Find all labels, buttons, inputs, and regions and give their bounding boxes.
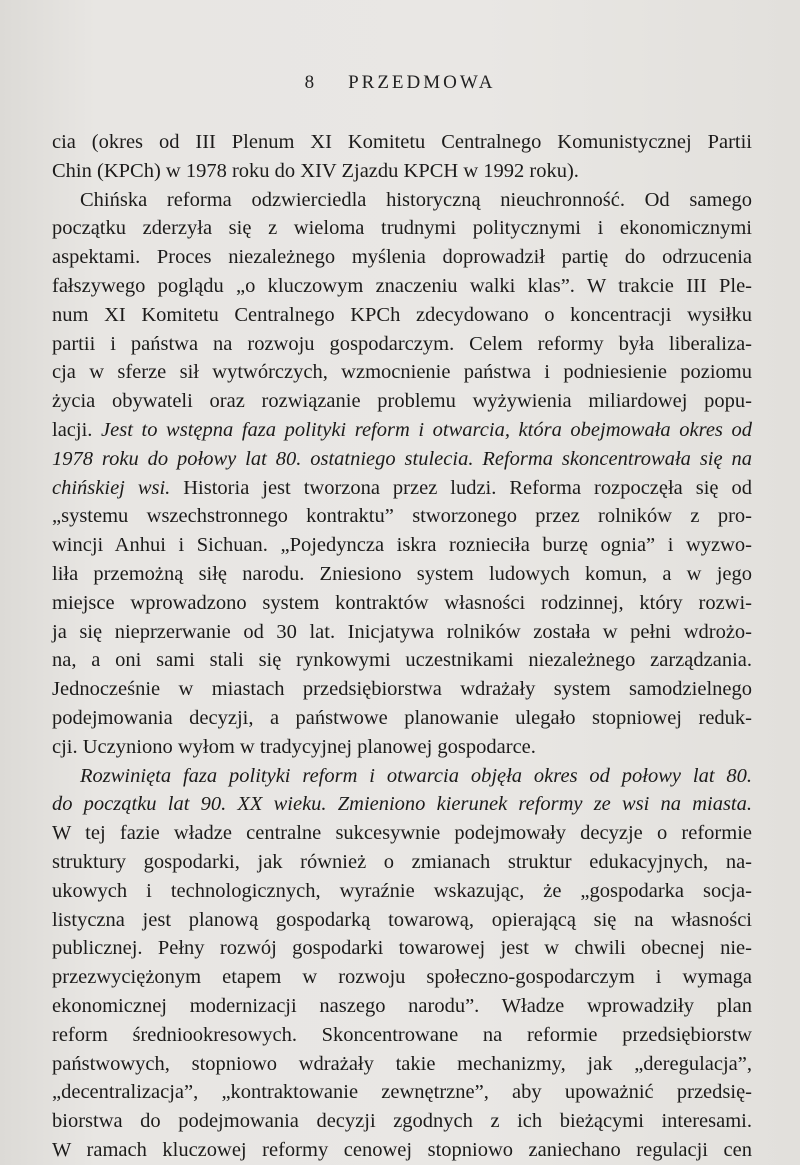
text-line: przezwyciężonym etapem w rozwoju społeczno-gospodarczym i wymaga (52, 966, 752, 989)
text-line: publicznej. Pełny rozwój gospodarki towarowej jest w chwili obecnej nie- (52, 937, 752, 960)
text-line: ukowych i technologicznych, wyraźnie wskazując, że „gospodarka socja- (52, 879, 752, 902)
text-line: aspektami. Proces niezależnego myślenia doprowadził partię do odrzucenia (52, 246, 752, 269)
text-line: Chińska reforma odzwierciedla historyczną nieuchronność. Od samego (80, 188, 752, 211)
body-text (52, 128, 752, 1165)
text-line: „systemu wszechstronnego kontraktu” stworzonego przez rolników z pro- (52, 505, 752, 528)
page-number: 8 (304, 72, 315, 93)
text-line: cia (okres od III Plenum XI Komitetu Centralnego Komunistycznej Partii (52, 131, 752, 153)
text-line: liła przemożną siłę narodu. Zniesiono system ludowych komun, a w jego (52, 562, 752, 585)
text-line: struktury gospodarki, jak również o zmianach struktur edukacyjnych, na- (52, 850, 752, 873)
text-line (52, 445, 752, 474)
text-line (52, 790, 752, 819)
italic-segment: do początku lat 90. XX wieku. Zmieniono kierunek reformy ze wsi na miasta. (52, 793, 752, 816)
italic-segment: Jest to wstępna faza polityki reform i otwarcia, która obejmowała okres od (101, 418, 752, 441)
text-line: partii i państwa na rozwoju gospodarczym. Celem reformy była liberaliza- (52, 332, 752, 355)
text-line: Chin (KPCh) w 1978 roku do XIV Zjazdu KPCH w 1992 roku). (52, 159, 579, 182)
text-segment: lacji. (52, 418, 102, 441)
text-segment: Historia jest tworzona przez ludzi. Reforma rozpoczęła się od (170, 476, 752, 499)
text-line: biorstwa do podejmowania decyzji zgodnych z ich bieżącymi interesami. (52, 1110, 752, 1133)
italic-segment: 1978 roku do połowy lat 80. ostatniego stulecia. Reforma skoncentrowała się na (52, 447, 752, 470)
text-line: państwowych, stopniowo wdrażały takie mechanizmy, jak „deregulacja”, (52, 1052, 752, 1075)
text-line: Jednocześnie w miastach przedsiębiorstwa wdrażały system samodzielnego (52, 678, 752, 701)
text-line: podejmowania decyzji, a państwowe planowanie ulegało stopniowej reduk- (52, 706, 752, 729)
text-line: początku zderzyła się z wieloma trudnymi politycznymi i ekonomicznymi (52, 217, 752, 240)
text-line: na, a oni sami stali się rynkowymi uczestnikami niezależnego zarządzania. (52, 649, 752, 672)
text-line: „decentralizacja”, „kontraktowanie zewnętrzne”, aby upoważnić przedsię- (52, 1081, 752, 1104)
text-line: cji. Uczyniono wyłom w tradycyjnej planowej gospodarce. (52, 735, 536, 758)
running-head (0, 72, 800, 94)
text-line: życia obywateli oraz rozwiązanie problemu wyżywienia miliardowej popu- (52, 390, 752, 413)
text-line (52, 474, 752, 503)
text-line: W tej fazie władze centralne sukcesywnie podejmowały decyzje o reformie (52, 822, 752, 845)
italic-segment: chińskiej wsi. (52, 476, 171, 499)
text-line: W ramach kluczowej reformy cenowej stopniowo zaniechano regulacji cen (52, 1138, 752, 1161)
text-line: reform średniookresowych. Skoncentrowane na reformie przedsiębiorstw (52, 1023, 752, 1046)
text-line: num XI Komitetu Centralnego KPCh zdecydowano o koncentracji wysiłku (52, 303, 752, 326)
text-line: fałszywego poglądu „o kluczowym znaczeniu walki klas”. W trakcie III Ple- (52, 274, 752, 297)
text-line: listyczna jest planową gospodarką towarową, opierającą się na własności (52, 908, 752, 931)
text-line (52, 416, 752, 445)
text-line: wincji Anhui i Sichuan. „Pojedyncza iskra roznieciła burzę ognia” i wyzwo- (52, 534, 752, 557)
text-line: ja się nieprzerwanie od 30 lat. Inicjatywa rolników została w pełni wdrożo- (52, 620, 752, 643)
text-line: miejsce wprowadzono system kontraktów własności rodzinnej, który rozwi- (52, 591, 752, 614)
text-line (52, 762, 752, 791)
text-line: cja w sferze sił wytwórczych, wzmocnienie państwa i podniesienie poziomu (52, 361, 752, 384)
chapter-title: PRZEDMOWA (348, 72, 496, 93)
italic-segment: Rozwinięta faza polityki reform i otwarcia objęła okres od połowy lat 80. (80, 764, 752, 787)
text-line: ekonomicznej modernizacji naszego narodu”. Władze wprowadziły plan (52, 994, 752, 1017)
